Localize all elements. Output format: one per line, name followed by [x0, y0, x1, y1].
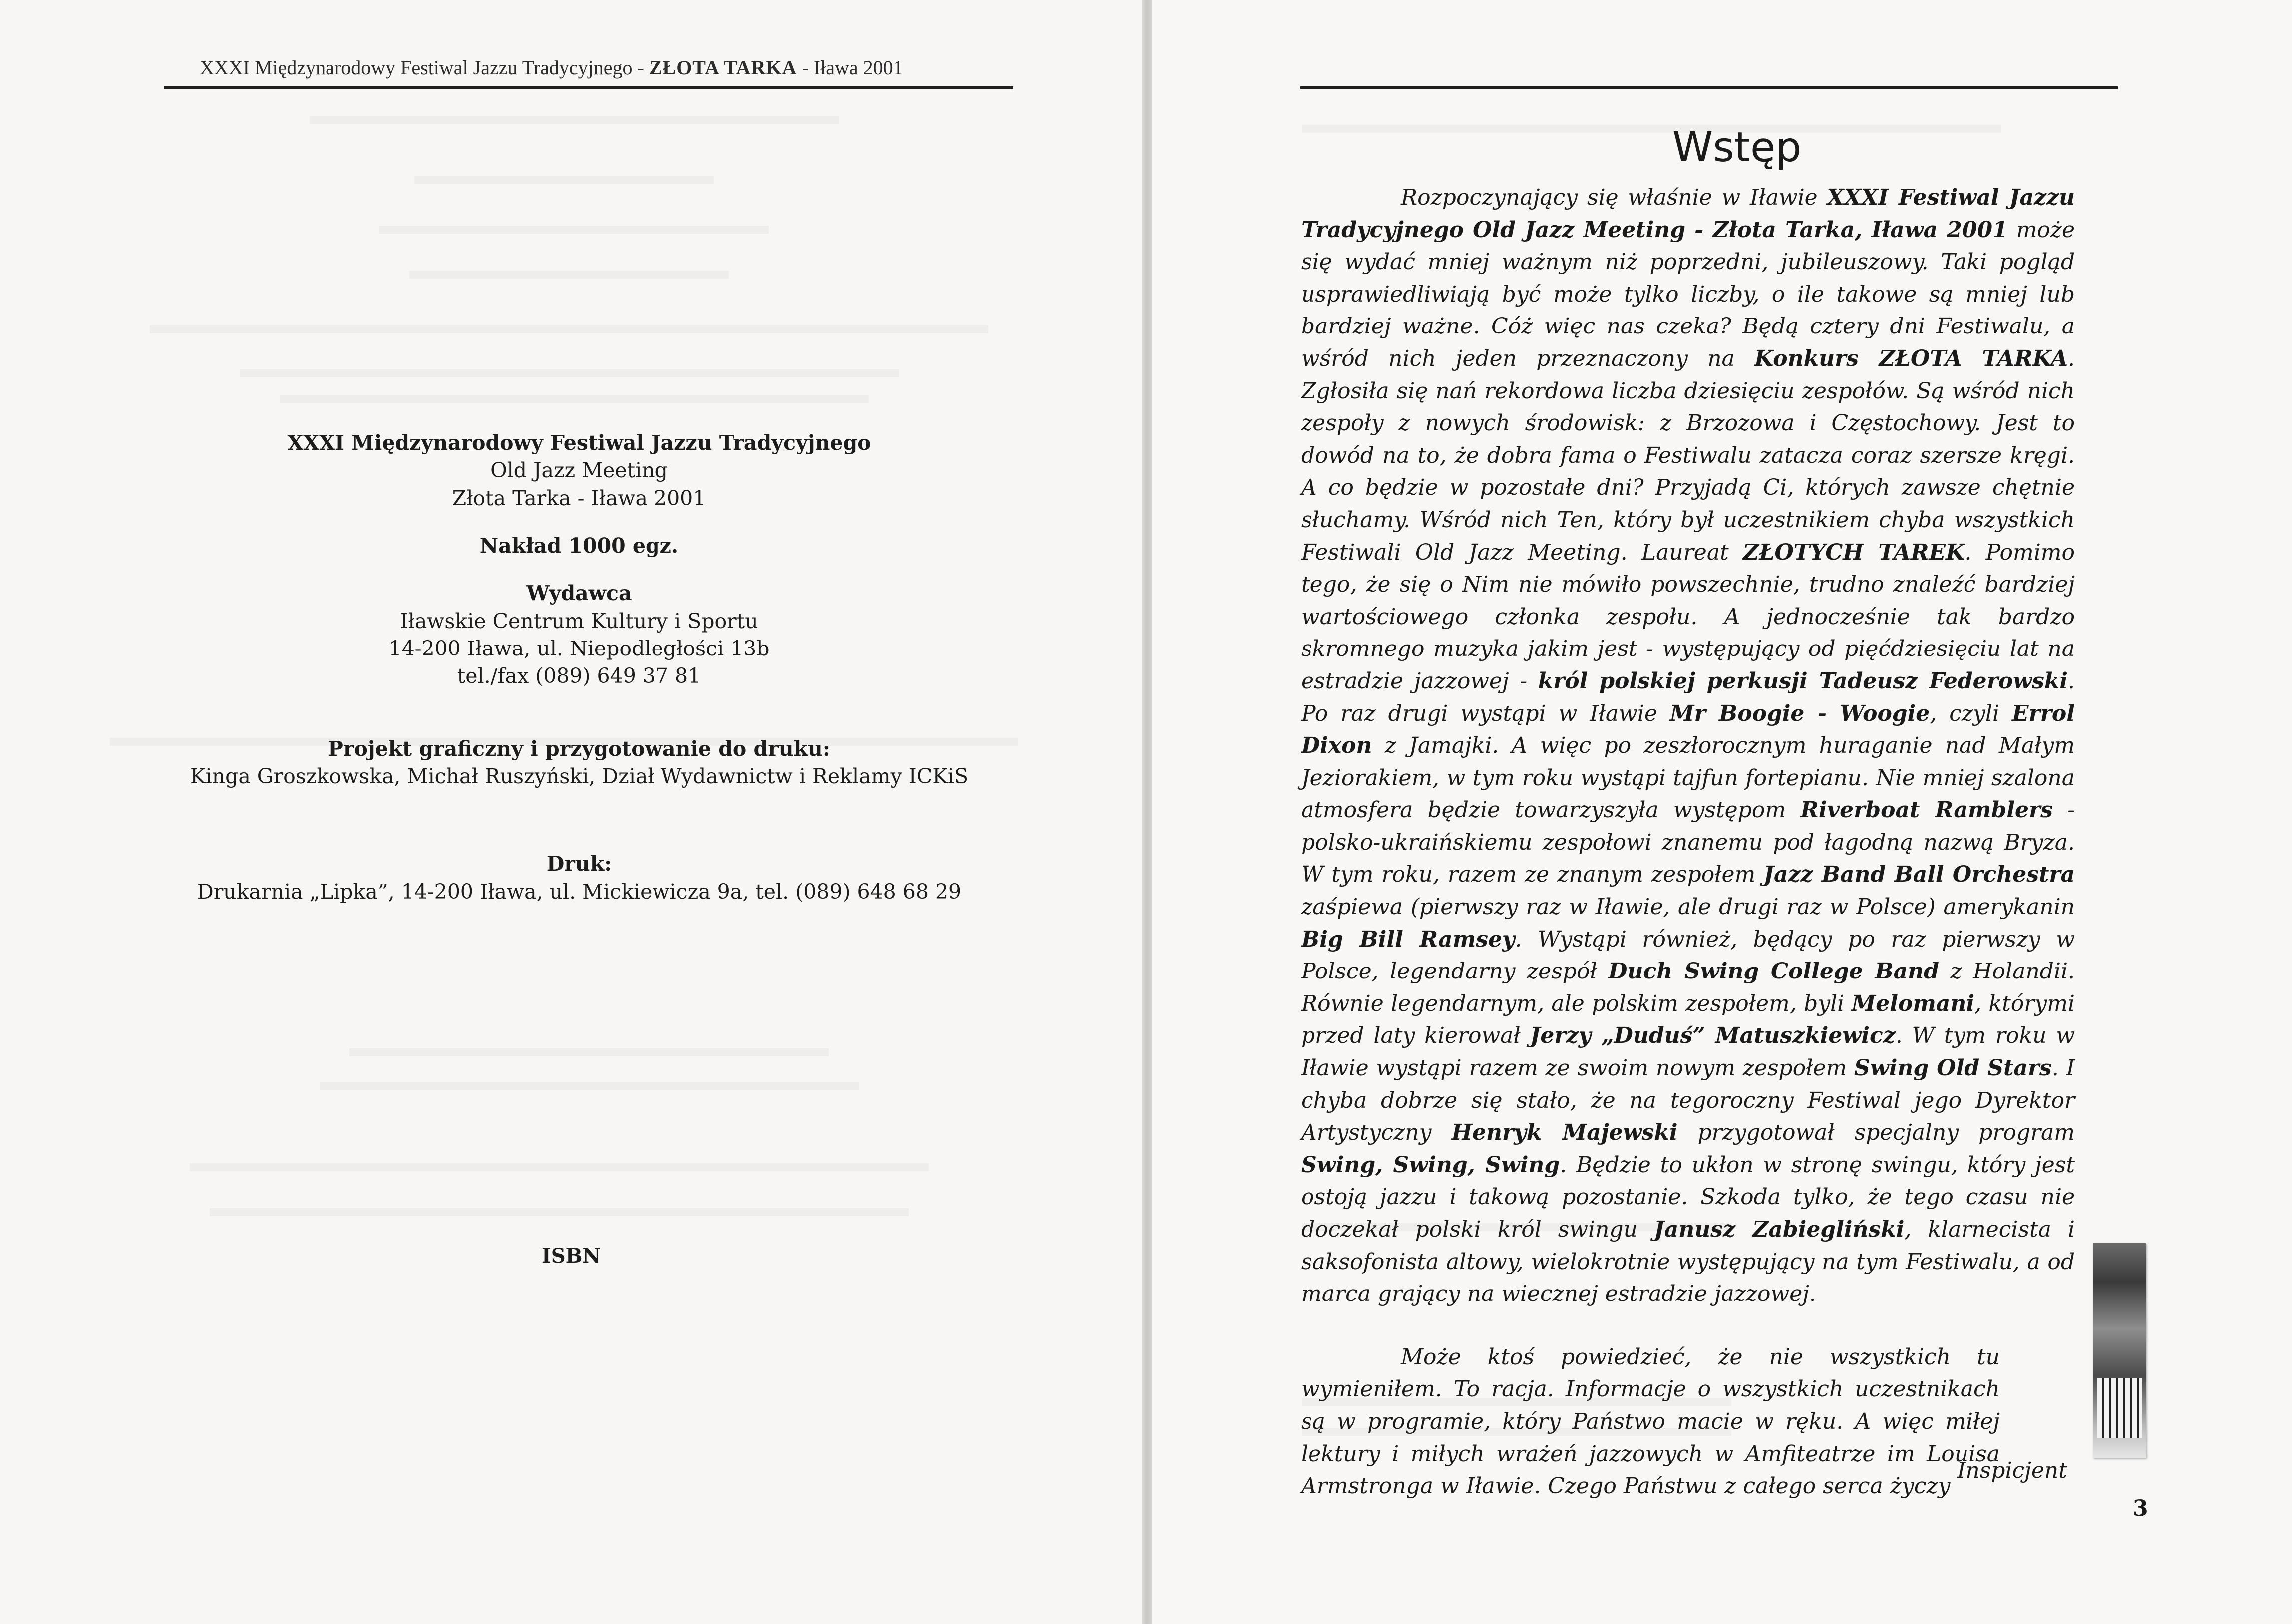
article-paragraph-1	[1301, 182, 2075, 1310]
show-through	[150, 325, 988, 333]
impressum-projekt-text: Kinga Groszkowska, Michał Ruszyński, Dział Wydawnictw i Reklamy ICKiS	[190, 764, 969, 789]
show-through	[280, 395, 869, 403]
page-number: 3	[2133, 1496, 2148, 1521]
article-bold-run: Melomani	[1851, 990, 1975, 1016]
article-bold-run: Big Bill Ramsey	[1301, 926, 1515, 952]
article-bold-run: Henryk Majewski	[1451, 1120, 1678, 1146]
show-through	[414, 176, 714, 184]
show-through	[1302, 125, 2001, 133]
running-header-tail: - Iława 2001	[797, 56, 903, 79]
article-text-run: , czyli	[1930, 700, 2012, 726]
impressum-wydawca-label: Wydawca	[526, 581, 632, 606]
impressum-zlota-tarka: Złota Tarka - Iława 2001	[452, 486, 706, 510]
article-bold-run: Jazz Band Ball Orchestra	[1763, 862, 2075, 888]
header-rule	[1300, 86, 2118, 89]
article-text-run: z Jamajki. A więc po zeszłorocznym huraganie nad Małym Jeziorakiem, w tym roku wystąpi tajfun fortepianu. Nie mniej szalona atmosfera będzie towarzyszyła występom	[1301, 733, 2075, 823]
impressum-old-jazz-meeting: Old Jazz Meeting	[490, 458, 668, 483]
article-text-run: . Po raz drugi wystąpi w Iławie	[1301, 668, 2075, 726]
piano-photo	[2093, 1243, 2146, 1458]
impressum-wydawca-address: 14-200 Iława, ul. Niepodległości 13b	[388, 637, 770, 661]
article-text-run: przygotował specjalny program	[1677, 1120, 2075, 1146]
impressum-wydawca-name: Iławskie Centrum Kultury i Sportu	[400, 609, 758, 633]
article-bold-run: Duch Swing College Band	[1608, 959, 1939, 984]
article-text-run: z Holandii. Równie legendarnym, ale polskim zespołem, byli	[1301, 959, 2075, 1016]
article-text-run: , klarnecista i saksofonista altowy, wielokrotnie występujący na tym Festiwalu, a od marca grający na wiecznej estradzie jazzowej.	[1301, 1217, 2075, 1307]
article-paragraph-2: Może ktoś powiedzieć, że nie wszystkich tu wymieniłem. To racja. Informacje o wszystkich uczestnikach są w programie, który Państwo macie w ręku. A więc miłej lektury i miłych wrażeń jazzowych w Amfiteatrze im Louisa Armstronga w Iławie. Czego Państwu z całego serca życzy	[1301, 1344, 2000, 1499]
article-text-run: Rozpoczynający się właśnie w Iławie	[1401, 185, 1827, 210]
show-through	[210, 1208, 909, 1216]
running-header-bold: ZŁOTA TARKA	[649, 56, 797, 79]
article-bold-run: ZŁOTYCH TAREK	[1743, 539, 1965, 565]
impressum-festival: XXXI Międzynarodowy Festiwal Jazzu Tradycyjnego	[287, 431, 871, 455]
show-through	[190, 1163, 929, 1171]
article-text-run: . Wystąpi również, będący po raz pierwszy w Polsce, legendarny zespół	[1301, 926, 2075, 984]
running-header-text: XXXI Międzynarodowy Festiwal Jazzu Tradycyjnego -	[200, 56, 649, 79]
show-through	[310, 116, 839, 124]
article-bold-run: Swing Old Stars	[1854, 1055, 2052, 1081]
impressum-druk-text: Drukarnia „Lipka”, 14-200 Iława, ul. Mickiewicza 9a, tel. (089) 648 68 29	[197, 879, 962, 904]
article-text-run: . Pomimo tego, że się o Nim nie mówiło powszechnie, trudno znaleźć bardziej wartościowego członka zespołu. A jednocześnie tak bardzo skromnego muzyka jakim jest - występujący od pięćdziesięciu lat na estradzie jazzowej -	[1301, 539, 2075, 694]
article-bold-run: XXXI Festiwal Jazzu Tradycyjnego Old Jazz Meeting - Złota Tarka, Iława 2001	[1301, 185, 2075, 243]
impressum-projekt-label: Projekt graficzny i przygotowanie do druku:	[328, 736, 830, 761]
article-signature: Inspicjent	[1957, 1458, 2067, 1483]
show-through	[349, 1048, 829, 1056]
impressum-naklad: Nakład 1000 egz.	[479, 534, 679, 558]
article-bold-run: Mr Boogie - Woogie	[1669, 700, 1930, 726]
running-header-left	[200, 56, 903, 79]
article-text-run: może się wydać mniej ważnym niż poprzedni, jubileuszowy. Taki pogląd usprawiedliwiają być może tylko liczby, o ile takowe są mniej lub bardziej ważne. Cóż więc nas czeka? Będą cztery dni Festiwalu, a wśród nich jeden przeznaczony na	[1301, 217, 2075, 371]
article-bold-run: Riverboat Ramblers	[1800, 797, 2053, 823]
left-page	[0, 0, 1142, 1624]
book-gutter	[1142, 0, 1152, 1624]
article-bold-run: Jerzy „Duduś” Matuszkiewicz	[1530, 1023, 1896, 1049]
impressum-wydawca-phone: tel./fax (089) 649 37 81	[457, 664, 701, 688]
show-through	[409, 271, 729, 279]
impressum	[160, 429, 998, 906]
article-text-run: . Zgłosiła się nań rekordowa liczba dziesięciu zespołów. Są wśród nich zespoły z nowych środowisk: z Brzozowa i Częstochowy. Jest to dowód na to, że dobra fama o Festiwalu zatacza coraz szersze kręgi. A co będzie w pozostałe dni? Przyjadą Ci, których zawsze chętnie słuchamy. Wśród nich Ten, który był uczestnikiem chyba wszystkich Festiwali Old Jazz Meeting. Laureat	[1301, 345, 2075, 565]
article-text-run: , którymi przed laty kierował	[1301, 990, 2075, 1049]
show-through	[379, 226, 769, 234]
article-bold-run: Konkurs ZŁOTA TARKA	[1754, 345, 2068, 371]
show-through	[320, 1082, 859, 1090]
header-rule	[164, 86, 1013, 89]
isbn-label: ISBN	[542, 1244, 601, 1268]
article-body	[1301, 182, 2075, 1503]
article-text-run: zaśpiewa (pierwszy raz w Iławie, ale drugi raz w Polsce) amerykanin	[1301, 894, 2075, 920]
article-bold-run: król polskiej perkusji Tadeusz Federowski	[1538, 668, 2068, 694]
article-bold-run: Swing, Swing, Swing	[1301, 1152, 1560, 1178]
article-bold-run: Errol Dixon	[1301, 700, 2075, 759]
article-bold-run: Janusz Zabiegliński	[1653, 1217, 1905, 1242]
article-text-run: . Będzie to ukłon w stronę swingu, który jest ostoją jazzu i takową pozostanie. Szkoda tylko, że tego czasu nie doczekał polski król swingu	[1301, 1152, 2075, 1242]
show-through	[240, 369, 899, 377]
article-title: Wstęp	[1672, 124, 1802, 171]
impressum-druk-label: Druk:	[546, 852, 612, 876]
article-text-run: . W tym roku w Iławie wystąpi razem ze swoim nowym zespołem	[1301, 1023, 2075, 1081]
article-text-run: - polsko-ukraińskiemu zespołowi znanemu pod łagodną nazwą Bryza. W tym roku, razem ze znanym zespołem	[1301, 797, 2075, 888]
article-text-run: . I chyba dobrze się stało, że na tegoroczny Festiwal jego Dyrektor Artystyczny	[1301, 1055, 2075, 1146]
